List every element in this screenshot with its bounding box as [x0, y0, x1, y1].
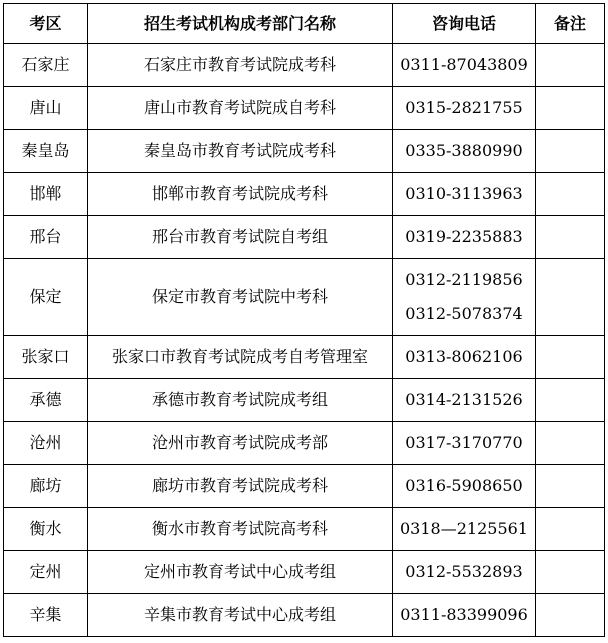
district-cell: 定州 — [4, 551, 88, 594]
phone-number: 0311-87043809 — [400, 55, 528, 74]
department-cell: 秦皇岛市教育考试院成考科 — [88, 130, 393, 173]
table-row — [4, 551, 605, 594]
district-cell: 廊坊 — [4, 465, 88, 508]
phone-cell — [393, 130, 536, 173]
remarks-cell — [536, 44, 605, 87]
phone-cell — [393, 216, 536, 259]
phone-cell — [393, 87, 536, 130]
phone-cell — [393, 594, 536, 637]
remarks-cell — [536, 422, 605, 465]
department-cell: 定州市教育考试中心成考组 — [88, 551, 393, 594]
table-row — [4, 422, 605, 465]
phone-cell — [393, 173, 536, 216]
table-row — [4, 465, 605, 508]
remarks-cell — [536, 216, 605, 259]
remarks-cell — [536, 130, 605, 173]
phone-number: 0311-83399096 — [400, 605, 528, 624]
department-cell: 邯郸市教育考试院成考科 — [88, 173, 393, 216]
department-cell: 沧州市教育考试院成考部 — [88, 422, 393, 465]
department-cell: 邢台市教育考试院自考组 — [88, 216, 393, 259]
remarks-cell — [536, 508, 605, 551]
phone-cell — [393, 379, 536, 422]
phone-cell — [393, 465, 536, 508]
table-row — [4, 594, 605, 637]
phone-number: 0318—2125561 — [400, 519, 528, 538]
phone-number: 0310-3113963 — [405, 184, 523, 203]
remarks-cell — [536, 336, 605, 379]
remarks-cell — [536, 87, 605, 130]
remarks-cell — [536, 173, 605, 216]
department-cell: 唐山市教育考试院成自考科 — [88, 87, 393, 130]
remarks-cell — [536, 379, 605, 422]
phone-number: 0314-2131526 — [405, 390, 523, 409]
district-cell: 张家口 — [4, 336, 88, 379]
table-body — [4, 44, 605, 637]
district-cell: 秦皇岛 — [4, 130, 88, 173]
district-cell: 衡水 — [4, 508, 88, 551]
district-cell: 保定 — [4, 259, 88, 336]
header-phone: 咨询电话 — [393, 4, 536, 44]
district-cell: 辛集 — [4, 594, 88, 637]
phone-number: 0335-3880990 — [405, 141, 523, 160]
phone-number: 0319-2235883 — [405, 227, 523, 246]
table-row — [4, 173, 605, 216]
district-cell: 沧州 — [4, 422, 88, 465]
remarks-cell — [536, 594, 605, 637]
table-header-row — [4, 4, 605, 44]
department-cell: 保定市教育考试院中考科 — [88, 259, 393, 336]
department-cell: 廊坊市教育考试院成考科 — [88, 465, 393, 508]
table-row — [4, 259, 605, 336]
header-district: 考区 — [4, 4, 88, 44]
remarks-cell — [536, 465, 605, 508]
district-cell: 承德 — [4, 379, 88, 422]
phone-number: 0316-5908650 — [405, 476, 523, 495]
phone-number: 0312-5532893 — [405, 562, 523, 581]
phone-number: 0315-2821755 — [405, 98, 523, 117]
phone-number: 0317-3170770 — [405, 433, 523, 452]
table-row — [4, 130, 605, 173]
table-row — [4, 379, 605, 422]
district-cell: 唐山 — [4, 87, 88, 130]
header-remarks: 备注 — [536, 4, 605, 44]
table-row — [4, 44, 605, 87]
phone-number: 0312-5078374 — [405, 304, 523, 323]
exam-contact-table — [3, 3, 605, 637]
table-row — [4, 216, 605, 259]
remarks-cell — [536, 259, 605, 336]
department-cell: 辛集市教育考试中心成考组 — [88, 594, 393, 637]
phone-cell — [393, 336, 536, 379]
department-cell: 石家庄市教育考试院成考科 — [88, 44, 393, 87]
phone-cell — [393, 259, 536, 336]
phone-cell — [393, 44, 536, 87]
department-cell: 承德市教育考试院成考组 — [88, 379, 393, 422]
phone-cell — [393, 422, 536, 465]
table-row — [4, 336, 605, 379]
table-row — [4, 508, 605, 551]
department-cell: 张家口市教育考试院成考自考管理室 — [88, 336, 393, 379]
district-cell: 邯郸 — [4, 173, 88, 216]
header-department: 招生考试机构成考部门名称 — [88, 4, 393, 44]
table-row — [4, 87, 605, 130]
phone-number: 0312-2119856 — [405, 270, 523, 289]
remarks-cell — [536, 551, 605, 594]
district-cell: 石家庄 — [4, 44, 88, 87]
department-cell: 衡水市教育考试院高考科 — [88, 508, 393, 551]
district-cell: 邢台 — [4, 216, 88, 259]
phone-cell — [393, 551, 536, 594]
phone-number: 0313-8062106 — [405, 347, 523, 366]
phone-cell — [393, 508, 536, 551]
